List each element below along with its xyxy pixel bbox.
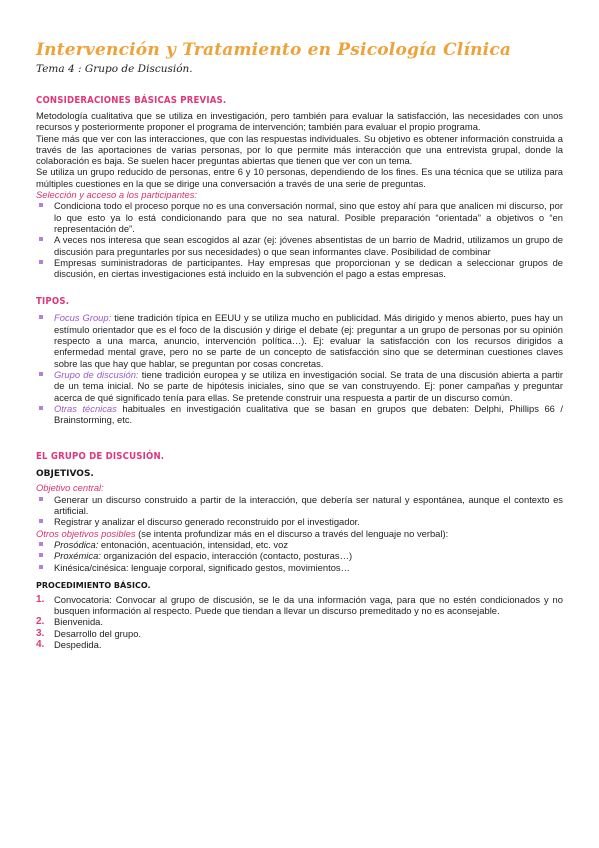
- square-bullet-icon: [39, 406, 43, 410]
- square-bullet-icon: [39, 497, 43, 501]
- subsection-label-central: Objetivo central:: [36, 482, 104, 494]
- list-item: 3. Desarrollo del grupo.: [36, 627, 142, 639]
- square-bullet-icon: [39, 553, 43, 557]
- list-item: Kinésica/cinésica: lenguaje corporal, significado gestos, movimientos…: [36, 562, 563, 573]
- numbered-list-procedimiento: [36, 594, 563, 650]
- list-item: Generar un discurso construido a partir de la interacción, que debería ser natural y espontánea, aunque el contexto es artificial.: [36, 494, 563, 517]
- square-bullet-icon: [39, 237, 43, 241]
- list-item: 4. Despedida.: [36, 638, 102, 650]
- bullet-list-seleccion: [36, 200, 563, 279]
- subsection-label-otros: Otros objetivos posibles (se intenta profundizar más en el discurso a través del lenguaje no verbal):: [36, 527, 449, 539]
- bullet-list-otros: [36, 539, 563, 573]
- list-item: A veces nos interesa que sean escogidos al azar (ej: jóvenes absentistas de un barrio de Madrid, utilizamos un grupo de discusión para preguntarles por sus necesidades) o que sean informantes clave. Posibilidad de combinar: [36, 234, 563, 257]
- subsection-label-seleccion: Selección y acceso a los participantes:: [36, 189, 198, 201]
- list-item: Focus Group: tiene tradición típica en EEUU y se utiliza mucho en publicidad. Más dirigido y menos abierto, pues hay un estímulo orientador que es el foco de la discusión y dirige el debate (ej: preguntar a un grupo de personas por su opinión respecto a una marca, anuncio, intervención política…). Ej: evaluar la satisfacción con los recursos dirigidos a enfermedad mental grave, pero no se parte de un concepto de satisfacción sino que se determinan cuestiones claves sobre las que hay que hablar, se preguntan por cosas concretas.: [36, 312, 563, 368]
- square-bullet-icon: [39, 372, 43, 376]
- document-title: Intervención y Tratamiento en Psicología Clínica: [36, 40, 512, 60]
- list-item: 1. Convocatoria: Convocar al grupo de discusión, se le da una información vaga, para que no estén condicionados y no busquen información al respecto. Puede que tiendan a llevar un discurso premeditado y no es aconsejable.: [36, 593, 563, 617]
- paragraph: Se utiliza un grupo reducido de personas, entre 6 y 10 personas, dependiendo de los fines. Es una técnica que se utiliza para múltiples cuestiones en la que se dirige una conversación a través de una serie de preguntas.: [36, 166, 563, 189]
- document-subtitle: Tema 4 : Grupo de Discusión.: [36, 63, 193, 75]
- list-item: Grupo de discusión: tiene tradición europea y se utiliza en investigación social. Se trata de una discusión abierta a partir de un tema inicial. No se parte de hipótesis iniciales, sino que se van construyendo. Ej: poner campañas y preguntar acerca de qué significado tenía para ellas. Se pretende construir una respuesta a partir de un discurso común.: [36, 369, 563, 403]
- list-item: Condiciona todo el proceso porque no es una conversación normal, sino que estoy ahí para que analicen mi discurso, por lo que esto ya lo está condicionando para que no sea natural. Posible preparación “orientada” a objetivos o “en representación de”.: [36, 200, 563, 234]
- paragraph: Tiene más que ver con las interacciones, que con las respuestas individuales. Su objetivo es obtener información construida a través de las aportaciones de varias personas, por lo que permite más interacción que una entrevista grupal, donde la colaboración es baja. Se suelen hacer preguntas abiertas que tienen que ver con un tema.: [36, 132, 563, 167]
- square-bullet-icon: [39, 565, 43, 569]
- square-bullet-icon: [39, 203, 43, 207]
- paragraph: Metodología cualitativa que se utiliza en investigación, pero también para evaluar la satisfacción, las necesidades con unos recursos y posteriormente proponer el programa de intervención; también para evaluar el propio programa.: [36, 110, 563, 133]
- subsection-heading-objetivos: OBJETIVOS.: [36, 469, 94, 480]
- bullet-list-central: [36, 494, 563, 528]
- subsection-heading-procedimiento: PROCEDIMIENTO BÁSICO.: [36, 580, 151, 590]
- list-item: Empresas suministradoras de participantes. Hay empresas que proporcionan y se dedican a seleccionar grupos de discusión, en ciertas investigaciones está incluido en la subvención el pago a estas empresas.: [36, 257, 563, 280]
- section-heading-grupo: EL GRUPO DE DISCUSIÓN.: [36, 451, 165, 463]
- list-item: Prosódica: entonación, acentuación, intensidad, etc. voz: [36, 539, 563, 550]
- square-bullet-icon: [39, 315, 43, 319]
- square-bullet-icon: [39, 519, 43, 523]
- square-bullet-icon: [39, 542, 43, 546]
- list-item: 2. Bienvenida.: [36, 616, 103, 628]
- section-heading-tipos: TIPOS.: [36, 296, 70, 308]
- list-item: Registrar y analizar el discurso generado reconstruido por el investigador.: [36, 516, 563, 527]
- square-bullet-icon: [39, 260, 43, 264]
- list-item: Proxémica: organización del espacio, interacción (contacto, posturas…): [36, 550, 563, 561]
- section-heading-consideraciones: CONSIDERACIONES BÁSICAS PREVIAS.: [36, 95, 227, 106]
- bullet-list-tipos: [36, 312, 563, 425]
- list-item: Otras técnicas habituales en investigación cualitativa que se basan en grupos que debaten: Delphi, Phillips 66 / Brainstorming, etc.: [36, 403, 563, 426]
